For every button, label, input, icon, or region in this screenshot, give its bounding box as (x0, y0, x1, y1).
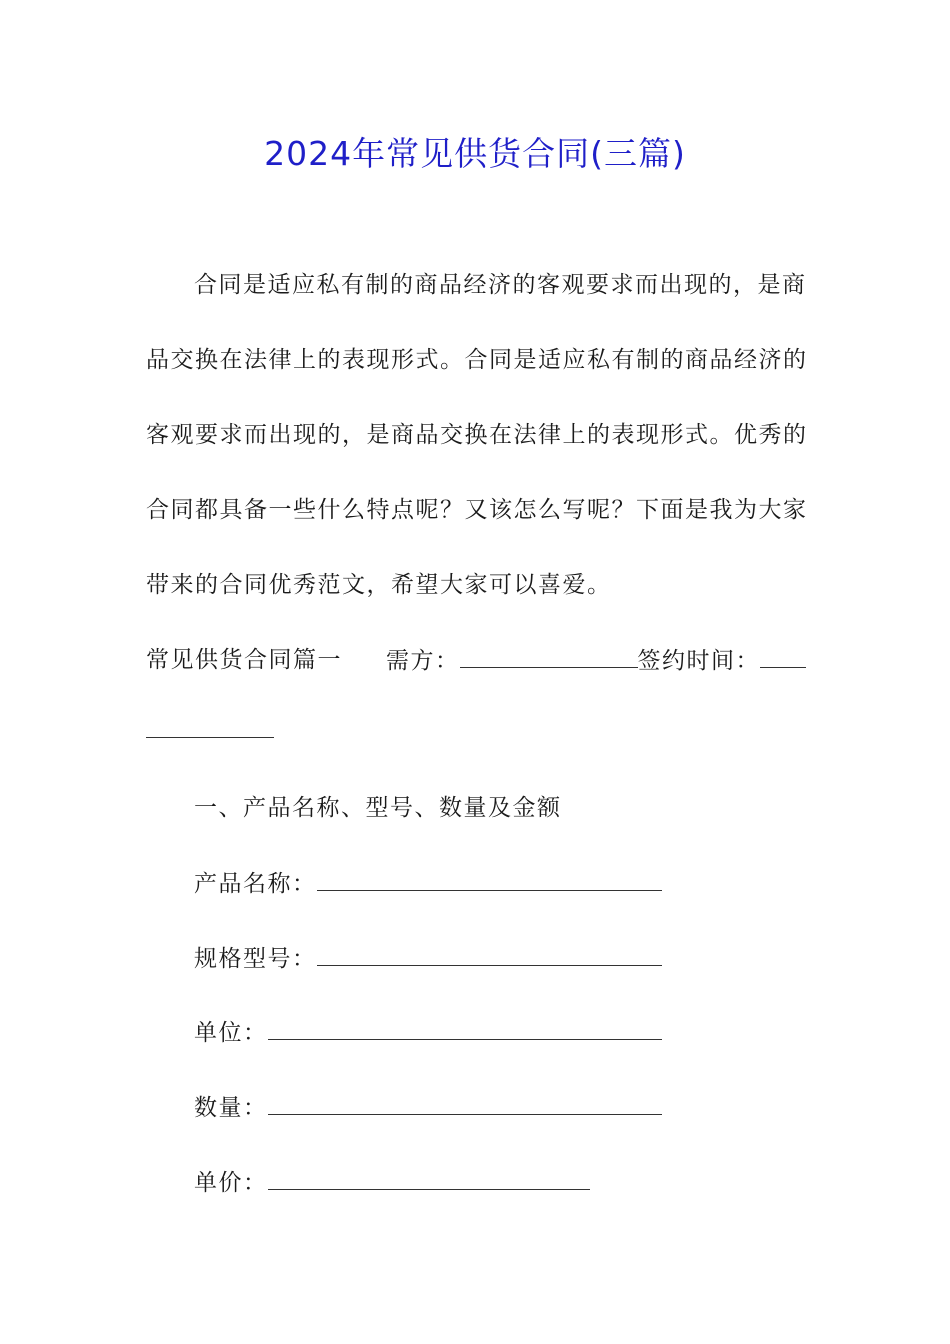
product-name-blank[interactable] (317, 868, 662, 891)
product-name-label: 产品名称： (194, 871, 317, 897)
quantity-row (194, 1092, 662, 1123)
spec-model-row (194, 943, 662, 974)
unit-label: 单位： (194, 1020, 268, 1046)
intro-line-1: 合同是适应私有制的商品经济的客观要求而出现的，是商 (194, 272, 807, 298)
sign-time-blank-continued[interactable] (146, 715, 274, 738)
intro-line-2: 品交换在法律上的表现形式。合同是适应私有制的商品经济的 (146, 347, 808, 373)
section-heading: 常见供货合同篇一 (146, 647, 342, 673)
buyer-blank[interactable] (460, 645, 638, 668)
quantity-label: 数量： (194, 1095, 268, 1121)
unit-price-label: 单价： (194, 1170, 268, 1196)
clause-one-heading: 一、产品名称、型号、数量及金额 (194, 795, 562, 821)
buyer-field-row (386, 645, 806, 676)
sign-time-label: 签约时间： (637, 648, 760, 674)
intro-line-3: 客观要求而出现的，是商品交换在法律上的表现形式。优秀的 (146, 422, 808, 448)
product-name-row (194, 868, 662, 899)
intro-line-5: 带来的合同优秀范文，希望大家可以喜爱。 (146, 572, 612, 598)
document-title: 2024年常见供货合同(三篇) (264, 134, 686, 173)
sign-time-blank-continued-row (146, 715, 274, 746)
unit-row (194, 1017, 662, 1048)
unit-price-blank[interactable] (268, 1167, 590, 1190)
unit-price-row (194, 1167, 590, 1198)
quantity-blank[interactable] (268, 1092, 662, 1115)
spec-model-blank[interactable] (317, 943, 662, 966)
buyer-label: 需方： (386, 648, 460, 674)
sign-time-blank[interactable] (760, 645, 806, 668)
unit-blank[interactable] (268, 1017, 662, 1040)
intro-line-4: 合同都具备一些什么特点呢？又该怎么写呢？下面是我为大家 (146, 497, 808, 523)
spec-model-label: 规格型号： (194, 946, 317, 972)
section-heading-row (146, 645, 342, 675)
